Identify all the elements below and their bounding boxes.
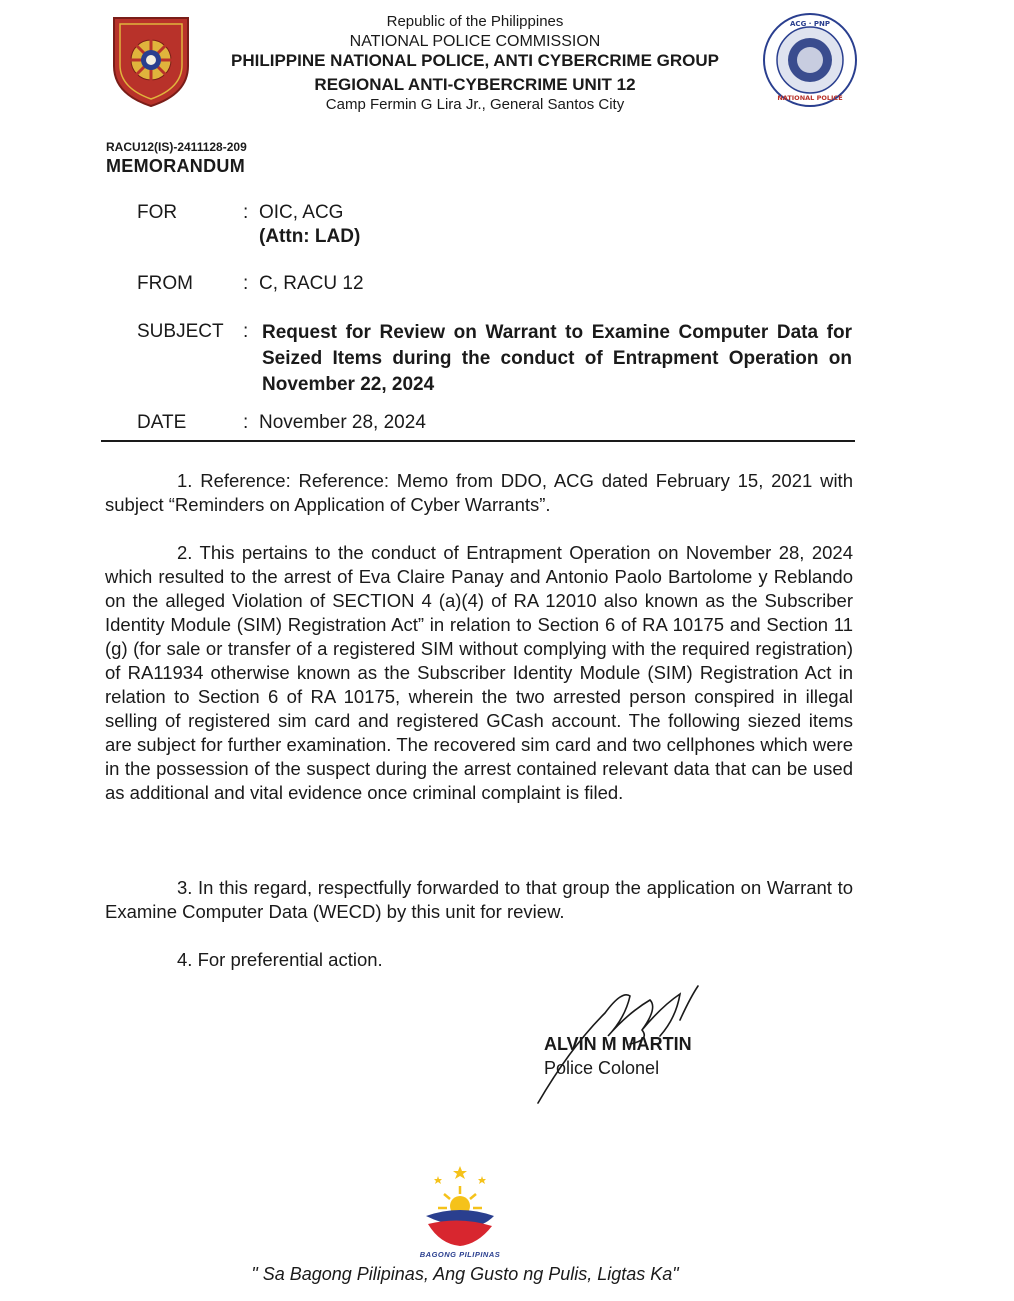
date-value: November 28, 2024 [259,412,426,433]
reference-number: RACU12(IS)-2411128-209 [106,140,247,154]
subject-colon: : [243,321,249,342]
bagong-pilipinas-logo-icon [420,1164,500,1250]
pnp-seal-icon [108,12,194,108]
bagong-pilipinas-label: BAGONG PILIPINAS [419,1250,501,1259]
header-racu12: REGIONAL ANTI-CYBERCRIME UNIT 12 [314,75,636,94]
header-divider [101,440,855,442]
from-colon: : [243,273,249,294]
paragraph-2: 2. This pertains to the conduct of Entrapment Operation on November 28, 2024 which resulted to the arrest of Eva Claire Panay and Antonio Paolo Bartolome y Reblando on the alleged Violation of SECTION 4 (a)(4) of RA 12010 also known as the Subscriber Identity Module (SIM) Registration Act” in relation to Section 6 of RA 10175 and Section 11 (g) (for sale or transfer of a registered SIM without complying with the required registration) of RA11934 otherwise known as the Subscriber Identity Module (SIM) Registration Act in relation to Section 6 of RA 10175, wherein the two arrested person conspired in illegal selling of registered sim card and registered GCash account. The following siezed items are subject for further examination. The recovered sim card and two cellphones which were in the possession of the suspect during the arrest contained relevant data that can be used as additional and vital evidence once criminal complaint is filed. [105,542,853,803]
header-address: Camp Fermin G Lira Jr., General Santos City [325,96,625,113]
from-label: FROM [137,273,193,294]
date-label: DATE [137,412,187,433]
svg-text:NATIONAL POLICE: NATIONAL POLICE [777,94,843,102]
subject-label: SUBJECT [137,321,224,342]
for-label: FOR [137,202,178,223]
from-value: C, RACU 12 [259,273,364,294]
signatory-name: ALVIN M MARTIN [544,1034,692,1054]
header-pnp-acg: PHILIPPINE NATIONAL POLICE, ANTI CYBERCRIME GROUP [231,51,719,70]
subject-value: Request for Review on Warrant to Examine Computer Data for Seized Items during the conduct of Entrapment Operation on November 22, 2024 [262,322,852,395]
svg-text:ACG · PNP: ACG · PNP [790,20,830,28]
for-colon: : [243,202,249,223]
header-napolcom: NATIONAL POLICE COMMISSION [349,33,601,50]
paragraph-3: 3. In this regard, respectfully forwarded to that group the application on Warrant to Examine Computer Data (WECD) by this unit for review. [105,877,853,922]
for-value: OIC, ACG [259,202,344,223]
header-republic: Republic of the Philippines [386,13,564,30]
signatory-rank: Police Colonel [544,1058,660,1078]
memo-title: MEMORANDUM [106,156,245,176]
paragraph-1: 1. Reference: Reference: Memo from DDO, ACG dated February 15, 2021 with subject “Reminders on Application of Cyber Warrants”. [105,470,853,515]
date-colon: : [243,412,249,433]
footer-motto: " Sa Bagong Pilipinas, Ang Gusto ng Pulis, Ligtas Ka" [251,1264,679,1284]
acg-seal-icon [762,12,858,108]
for-attn: (Attn: LAD) [259,226,361,247]
paragraph-4: 4. For preferential action. [177,949,383,970]
